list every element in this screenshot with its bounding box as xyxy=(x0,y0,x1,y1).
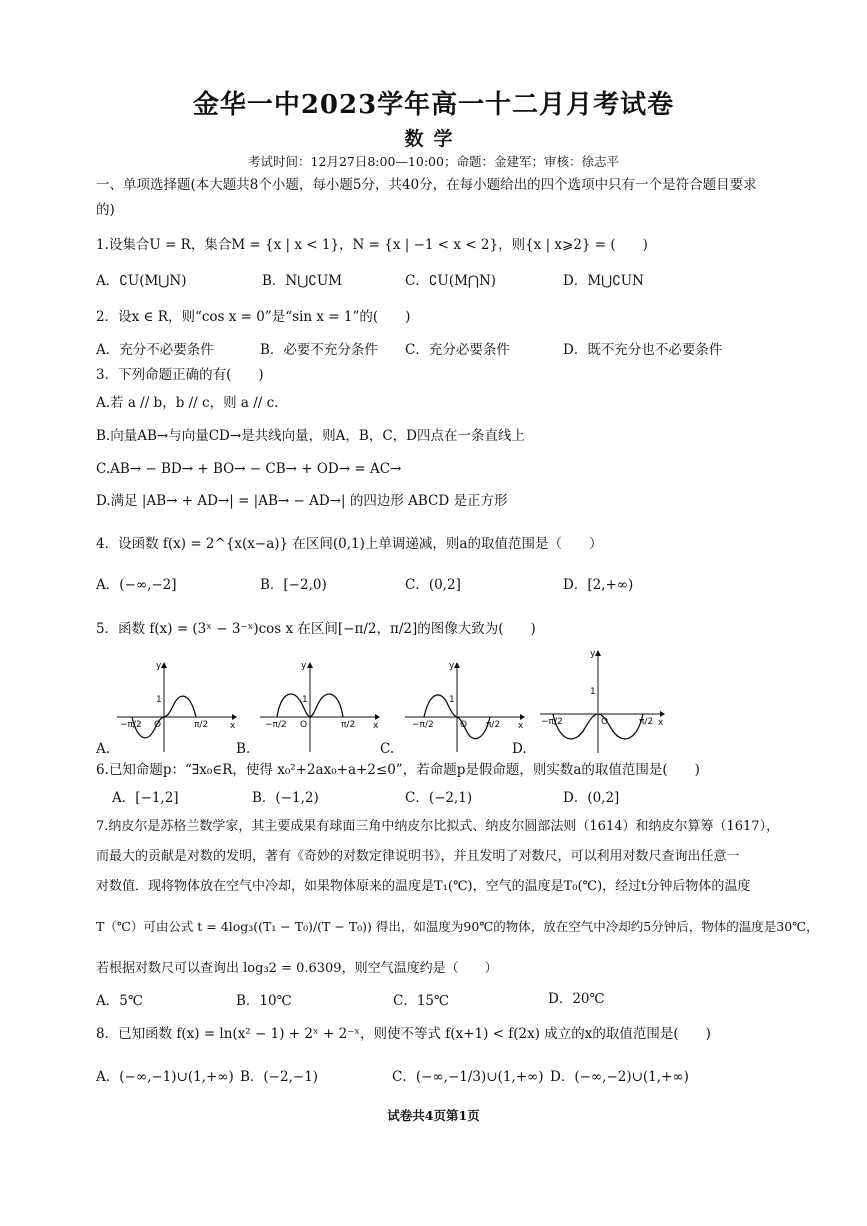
subject-title: 数学 xyxy=(404,128,463,150)
question-7-option-b: B．10℃ xyxy=(236,993,292,1009)
graph-a xyxy=(112,660,237,755)
question-8-option-d: D．(−∞,−2)∪(1,+∞) xyxy=(550,1069,689,1085)
question-4-option-d: D．[2,+∞) xyxy=(563,577,634,593)
question-1-option-a: A．∁U(M⋃N) xyxy=(96,273,187,289)
question-2-option-c: C．充分必要条件 xyxy=(405,342,510,358)
graph-d-y-label: y xyxy=(590,649,596,659)
graph-d-neg-label: −π/2 xyxy=(541,717,563,727)
question-2-option-b: B．必要不充分条件 xyxy=(260,342,378,358)
question-8-option-b: B．(−2,−1) xyxy=(240,1069,319,1085)
question-8-option-c: C．(−∞,−1/3)∪(1,+∞) xyxy=(392,1069,544,1085)
section-heading-line2: 的) xyxy=(96,202,115,218)
graph-d-origin-label: O xyxy=(601,717,609,727)
question-3-option-c: C.AB→ − BD→ + BO→ − CB→ + OD→ = AC→ xyxy=(96,461,402,477)
page-footer: 试卷共4页第1页 xyxy=(387,1108,480,1123)
question-4-option-b: B．[−2,0) xyxy=(260,577,327,593)
graph-c-one-label: 1 xyxy=(449,695,455,705)
exam-info: 考试时间：12月27日8:00—10:00；命题：金建军；审核：徐志平 xyxy=(248,154,619,169)
graph-b-pos-label: π/2 xyxy=(341,720,356,730)
graph-d xyxy=(535,648,665,755)
question-1-option-d: D．M⋃∁UN xyxy=(563,273,644,289)
graph-a-one-label: 1 xyxy=(156,695,162,705)
question-7-option-c: C．15℃ xyxy=(393,993,450,1009)
graph-b-one-label: 1 xyxy=(302,695,308,705)
graph-b xyxy=(255,660,380,755)
question-8-stem: 8．已知函数 f(x) = ln(x² − 1) + 2ˣ + 2⁻ˣ，则使不等式 f(x+1) < f(2x) 成立的x的取值范围是( ) xyxy=(96,1026,711,1042)
graph-a-origin-label: O xyxy=(154,720,162,730)
question-3-option-d: D.满足 |AB→ + AD→| = |AB→ − AD→| 的四边形 ABCD 是正方形 xyxy=(96,493,508,509)
graph-b-neg-label: −π/2 xyxy=(265,720,287,730)
graph-a-x-label: x xyxy=(230,721,236,731)
question-1-option-c: C．∁U(M⋂N) xyxy=(405,273,497,289)
graph-d-one-label: 1 xyxy=(590,687,596,697)
section-heading-line1: 一、单项选择题(本大题共8个小题，每小题5分，共40分，在每小题给出的四个选项中只有一个是符合题目要求 xyxy=(96,177,757,193)
question-4-stem: 4．设函数 f(x) = 2^{x(x−a)} 在区间(0,1)上单调递减，则a的取值范围是（ ） xyxy=(96,536,603,552)
graph-c xyxy=(400,660,525,755)
question-4-option-a: A．(−∞,−2] xyxy=(96,577,177,593)
question-3-option-a: A.若 a // b，b // c，则 a // c. xyxy=(96,395,279,411)
question-5-option-b: B. xyxy=(236,741,251,757)
graph-a-pos-label: π/2 xyxy=(194,720,209,730)
question-7-option-a: A．5℃ xyxy=(96,993,143,1009)
question-7-line1: 7.纳皮尔是苏格兰数学家，其主要成果有球面三角中纳皮尔比拟式、纳皮尔圆部法则（1614）和纳皮尔算筹（1617）， xyxy=(96,819,780,834)
question-3-stem: 3．下列命题正确的有( ) xyxy=(96,367,264,383)
graph-d-pos-label: π/2 xyxy=(639,717,654,727)
question-5-option-d: D. xyxy=(512,741,527,757)
question-7-line5: 若根据对数尺可以查询出 log₃2 = 0.6309，则空气温度约是（ ） xyxy=(96,961,498,976)
graph-c-pos-label: π/2 xyxy=(486,720,501,730)
question-7-line2: 而最大的贡献是对数的发明，著有《奇妙的对数定律说明书》，并且发明了对数尺，可以利用对数尺查询出任意一 xyxy=(96,849,740,864)
question-2-stem: 2．设x ∈ R，则“cos x = 0”是“sin x = 1”的( ) xyxy=(96,309,411,325)
exam-title: 金华一中2023学年高一十二月月考试卷 xyxy=(192,90,675,120)
question-1-option-b: B．N⋃∁UM xyxy=(262,273,343,289)
graph-b-y-label: y xyxy=(301,661,307,671)
question-6-option-b: B．(−1,2) xyxy=(252,790,319,806)
question-6-option-a: A．[−1,2] xyxy=(112,790,179,806)
question-2-option-a: A．充分不必要条件 xyxy=(96,342,214,358)
question-5-option-a: A. xyxy=(96,741,111,757)
graph-c-x-label: x xyxy=(518,721,524,731)
graph-d-x-label: x xyxy=(658,718,664,728)
question-5-stem: 5．函数 f(x) = (3ˣ − 3⁻ˣ)cos x 在区间[−π/2，π/2]的图像大致为( ) xyxy=(96,621,536,637)
question-6-stem: 6.已知命题p：“∃x₀∈R，使得 x₀²+2ax₀+a+2≤0”，若命题p是假命题，则实数a的取值范围是( ) xyxy=(96,762,700,778)
question-3-option-b: B.向量AB→与向量CD→是共线向量，则A，B，C，D四点在一条直线上 xyxy=(96,428,525,444)
graph-a-neg-label: −π/2 xyxy=(120,720,142,730)
question-4-option-c: C．(0,2] xyxy=(405,577,461,593)
question-6-option-d: D．(0,2] xyxy=(563,790,620,806)
question-8-option-a: A．(−∞,−1)∪(1,+∞) xyxy=(96,1069,234,1085)
question-6-option-c: C．(−2,1) xyxy=(405,790,473,806)
graph-a-y-label: y xyxy=(156,661,162,671)
graph-c-neg-label: −π/2 xyxy=(412,720,434,730)
graph-c-origin-label: O xyxy=(460,720,468,730)
graph-c-y-label: y xyxy=(449,661,455,671)
question-5-option-c: C. xyxy=(380,741,395,757)
question-2-option-d: D．既不充分也不必要条件 xyxy=(563,342,723,358)
question-7-line4: T（℃）可由公式 t = 4log₃((T₁ − T₀)/(T − T₀)) 得出，如温度为90℃的物体，放在空气中冷却约5分钟后，物体的温度是30℃， xyxy=(96,919,819,934)
graph-b-x-label: x xyxy=(373,721,379,731)
question-7-line3: 对数值．现将物体放在空气中冷却，如果物体原来的温度是T₁(℃)，空气的温度是T₀(℃)，经过t分钟后物体的温度 xyxy=(96,879,751,894)
graph-b-origin-label: O xyxy=(300,720,308,730)
question-7-option-d: D．20℃ xyxy=(548,991,605,1007)
question-1-stem: 1.设集合U = R，集合M = {x | x < 1}，N = {x | −1 < x < 2}，则{x | x⩾2} = ( ) xyxy=(96,237,648,253)
